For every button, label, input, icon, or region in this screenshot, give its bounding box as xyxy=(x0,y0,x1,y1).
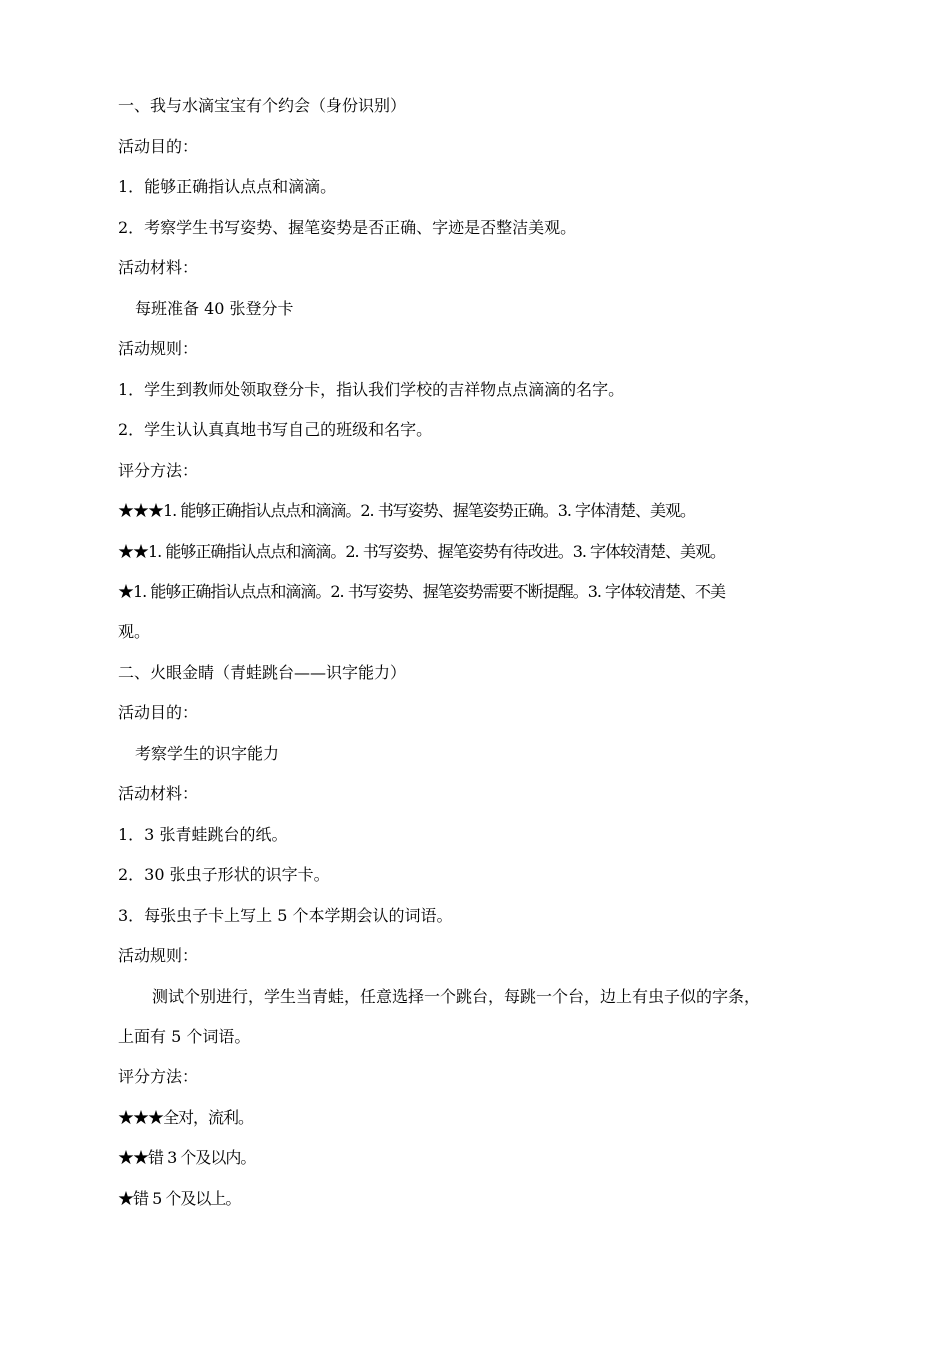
section2-rule-text: 测试个别进行，学生当青蛙，任意选择一个跳台，每跳一个台，边上有虫子似的字条， xyxy=(152,986,761,1006)
section2-scoring-item: ★★错 3 个及以内。 xyxy=(118,1148,256,1167)
section2-scoring-item: ★★★全对，流利。 xyxy=(118,1107,254,1127)
section2-rules-label: 活动规则： xyxy=(118,946,199,965)
section2-material-item: 3．每张虫子卡上写上 5 个本学期会认的词语。 xyxy=(118,905,453,925)
section1-purpose-item: 2．考察学生书写姿势、握笔姿势是否正确、字迹是否整洁美观。 xyxy=(118,217,577,237)
section1-materials: 每班准备 40 张登分卡 xyxy=(135,298,294,318)
section1-scoring-item: ★★★1. 能够正确指认点点和滴滴。2. 书写姿势、握笔姿势正确。3. 字体清楚、美观。 xyxy=(118,501,696,520)
section2-purpose-label: 活动目的： xyxy=(118,703,199,722)
section2-materials-label: 活动材料： xyxy=(118,784,199,803)
section1-scoring-item: ★★1. 能够正确指认点点和滴滴。2. 书写姿势、握笔姿势有待改进。3. 字体较清楚、美观。 xyxy=(118,541,726,561)
section1-purpose-item: 1．能够正确指认点点和滴滴。 xyxy=(118,177,337,196)
section1-rule-item: 2．学生认认真真地书写自己的班级和名字。 xyxy=(118,420,433,439)
section1-rule-item: 1．学生到教师处领取登分卡，指认我们学校的吉祥物点点滴滴的名字。 xyxy=(118,379,625,399)
section1-purpose-label: 活动目的： xyxy=(118,136,199,156)
section1-scoring-item: ★1. 能够正确指认点点和滴滴。2. 书写姿势、握笔姿势需要不断提醒。3. 字体较清楚、不美 xyxy=(118,582,726,601)
section2-scoring-item: ★错 5 个及以上。 xyxy=(118,1188,241,1208)
section1-rules-label: 活动规则： xyxy=(118,339,199,358)
document-page xyxy=(118,96,843,1229)
section1-title: 一、我与水滴宝宝有个约会（身份识别） xyxy=(118,96,407,115)
section2-material-item: 2．30 张虫子形状的识字卡。 xyxy=(118,865,330,884)
section2-material-item: 1．3 张青蛙跳台的纸。 xyxy=(118,824,288,844)
section2-rule-text-continued: 上面有 5 个词语。 xyxy=(118,1026,251,1046)
section2-scoring-label: 评分方法： xyxy=(118,1067,199,1086)
section1-scoring-label: 评分方法： xyxy=(118,460,199,480)
section1-materials-label: 活动材料： xyxy=(118,258,199,277)
section1-scoring-item-continued: 观。 xyxy=(118,622,151,641)
section2-title: 二、火眼金睛（青蛙跳台——识字能力） xyxy=(118,662,407,682)
section2-purpose: 考察学生的识字能力 xyxy=(135,743,280,763)
